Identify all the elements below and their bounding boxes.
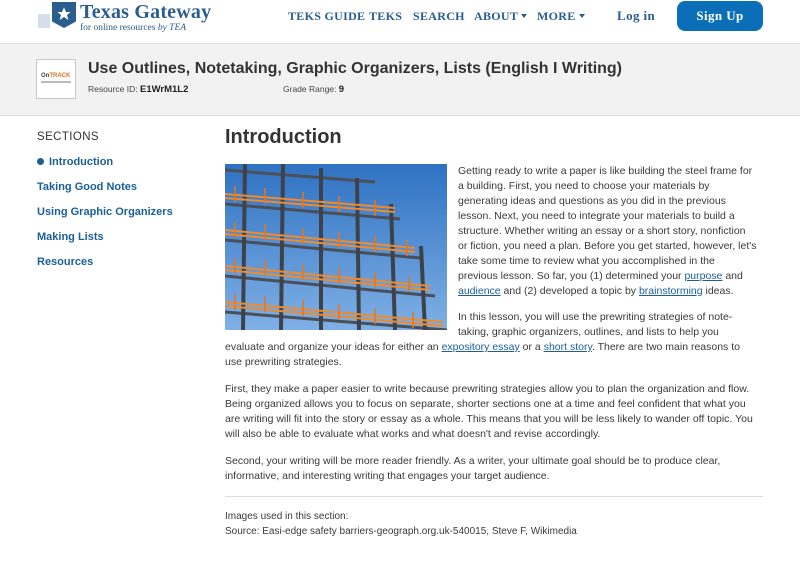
nav-more[interactable]: MORE	[537, 9, 585, 24]
intro-paragraph-2a	[458, 310, 764, 340]
nav-search[interactable]: SEARCH	[413, 9, 465, 23]
signup-button[interactable]: Sign Up	[677, 1, 763, 31]
resource-thumbnail	[36, 59, 76, 99]
resource-title: Use Outlines, Notetaking, Graphic Organizers, Lists (English I Writing)	[88, 60, 623, 77]
intro-paragraph-2b	[225, 340, 765, 370]
text-line: informative, and interesting writing that engages your target audience.	[225, 470, 550, 482]
intro-paragraph-3	[225, 382, 770, 442]
expository-essay-link[interactable]: expository essay	[441, 341, 520, 353]
resource-header	[0, 44, 800, 116]
text-line: Second, your writing will be more reader friendly. As a writer, your ultimate goal should be to produce clear,	[225, 455, 721, 467]
sections-heading: SECTIONS	[37, 131, 99, 143]
nav-teks-guide[interactable]: TEKS GUIDE	[288, 9, 366, 23]
text-line: First, they make a paper easier to write because prewriting strategies allow you to plan the organization and flow.	[225, 383, 750, 395]
top-navbar	[0, 0, 800, 44]
section-divider	[225, 496, 763, 497]
intro-paragraph-1	[458, 164, 764, 299]
text-line: are writing will fit into the story or essay as a whole. This means that you will be less likely to wander off topic. You	[225, 413, 753, 425]
nav-about[interactable]: ABOUT	[474, 9, 527, 24]
steel-frame-image	[225, 164, 447, 330]
text-line: take some time to review what you accomplished in the	[458, 255, 715, 267]
chevron-down-icon	[521, 14, 527, 18]
text-line: evaluate and organize your ideas for either an expository essay or a short story. There are two main reasons to	[225, 341, 740, 353]
text-line: structure. Whether writing an essay or a short story, nonfiction	[458, 225, 746, 237]
texas-gateway-logo[interactable]	[38, 0, 238, 36]
text-line: or fiction, you need a plan. Before you get started, however, let's	[458, 240, 757, 252]
resource-id: Resource ID: E1WrM1L2	[88, 84, 189, 95]
audience-link[interactable]: audience	[458, 285, 501, 297]
brand-tagline: for online resources by TEA	[80, 23, 187, 33]
thumbnail-line	[41, 81, 71, 83]
brainstorming-link[interactable]: brainstorming	[638, 285, 703, 297]
text-line: generating ideas and questions as you did in the previous	[458, 195, 726, 207]
star-badge-icon	[52, 2, 76, 28]
credits-heading: Images used in this section:	[225, 511, 349, 522]
text-line: In this lesson, you will use the prewriting strategies of note-	[458, 311, 733, 323]
intro-paragraph-4	[225, 454, 770, 484]
text-line: Being organized allows you to focus on separate, shorter sections one at a time and feel confident that what you	[225, 398, 746, 410]
nav-teks[interactable]: TEKS	[369, 9, 403, 23]
text-line: lesson. Next, you need to integrate your materials to build a	[458, 210, 735, 222]
ontrack-logo: OnTRACK	[41, 73, 71, 79]
section-link-introduction[interactable]: Introduction	[49, 156, 114, 168]
grade-range: Grade Range: 9	[283, 84, 345, 95]
text-line: a building. First, you need to choose your materials by	[458, 180, 710, 192]
text-line: will also be able to evaluate what works and what doesn't and revise accordingly.	[225, 428, 601, 440]
text-line: use prewriting strategies.	[225, 356, 342, 368]
section-heading: Introduction	[225, 126, 342, 148]
brand-name: Texas Gateway	[80, 1, 212, 23]
text-line: Getting ready to write a paper is like building the steel frame for	[458, 165, 753, 177]
section-link-making-lists[interactable]: Making Lists	[37, 231, 104, 243]
credits-source: Source: Easi-edge safety barriers-geograph.org.uk-540015, Steve F, Wikimedia	[225, 526, 577, 537]
image-credits	[225, 509, 577, 539]
text-line: taking, graphic organizers, outlines, and lists to help you	[458, 326, 719, 338]
text-line: previous lesson. So far, you (1) determined your purpose and	[458, 270, 743, 282]
logo-tab-shape	[38, 14, 50, 28]
section-link-using-graphic-organizers[interactable]: Using Graphic Organizers	[37, 206, 173, 218]
short-story-link[interactable]: short story	[543, 341, 592, 353]
purpose-link[interactable]: purpose	[684, 270, 723, 282]
section-link-resources[interactable]: Resources	[37, 256, 94, 268]
chevron-down-icon	[579, 14, 585, 18]
text-line: audience and (2) developed a topic by brainstorming ideas.	[458, 285, 734, 297]
login-link[interactable]: Log in	[617, 8, 656, 23]
section-link-taking-good-notes[interactable]: Taking Good Notes	[37, 181, 138, 193]
active-section-dot-icon	[37, 158, 44, 165]
